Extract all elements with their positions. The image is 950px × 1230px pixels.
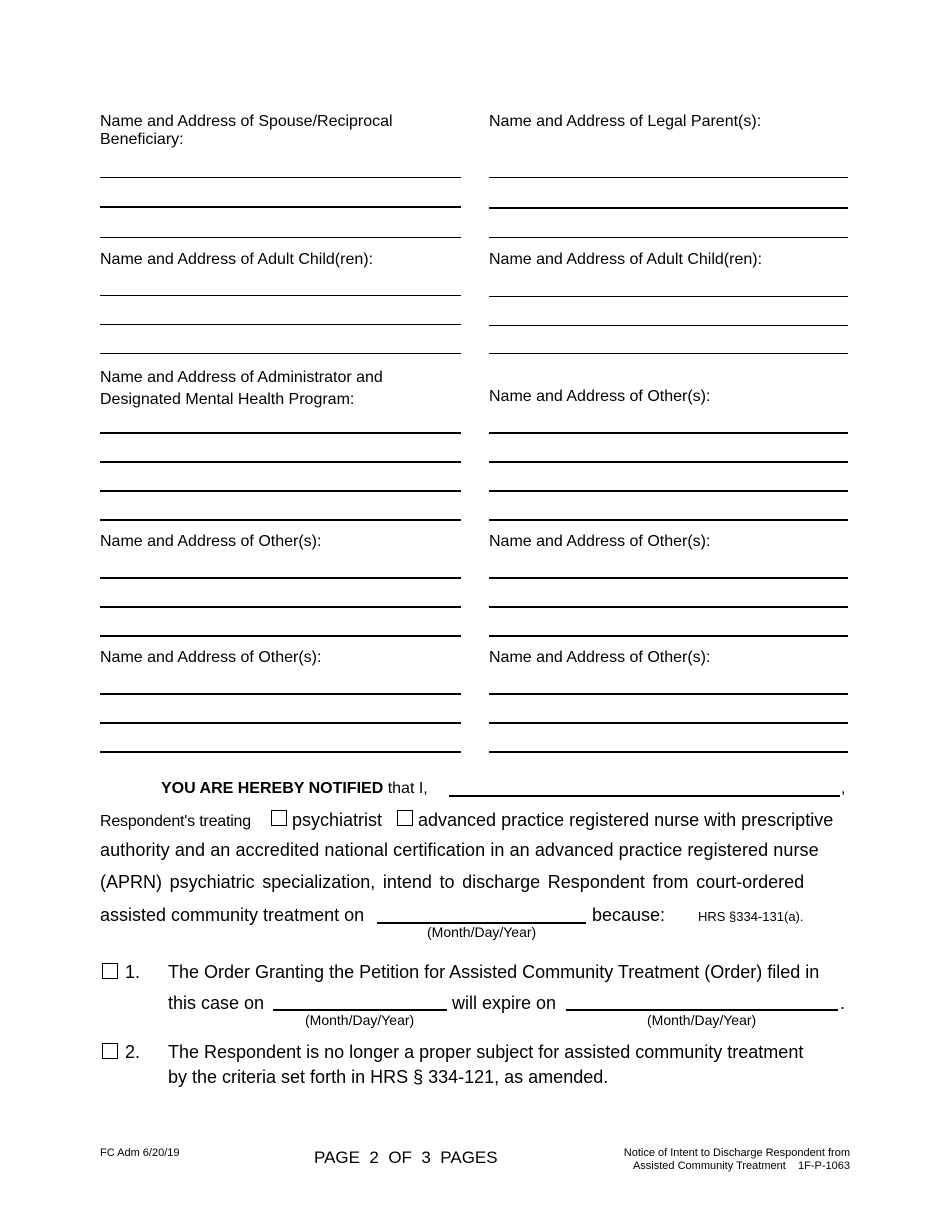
- administrator-line-2[interactable]: [100, 461, 461, 463]
- administrator-line-1[interactable]: [100, 432, 461, 434]
- right-adult-children-line-1[interactable]: [489, 296, 848, 297]
- will-expire-on-text: will expire on: [452, 993, 557, 1013]
- option-1-period: .: [840, 993, 846, 1013]
- order-expire-date-line[interactable]: [566, 1009, 838, 1011]
- psychiatrist-checkbox[interactable]: [271, 810, 287, 826]
- left-others-2-line-2[interactable]: [100, 722, 461, 724]
- left-adult-children-label: Name and Address of Adult Child(ren):: [100, 251, 374, 268]
- order-filed-date-line[interactable]: [273, 1009, 447, 1011]
- spouse-label-line1: Name and Address of Spouse/Reciprocal: [100, 113, 393, 130]
- option-2-checkbox[interactable]: [102, 1043, 118, 1059]
- administrator-label: [100, 367, 383, 411]
- left-others-1-line-3[interactable]: [100, 635, 461, 637]
- option-2-line1: The Respondent is no longer a proper subject for assisted community treatment: [168, 1042, 804, 1062]
- respondents-treating-text: Respondent's treating: [100, 813, 251, 830]
- option-1-number: 1.: [125, 962, 141, 982]
- right-adult-children-line-3[interactable]: [489, 353, 848, 354]
- right-others-1-line-3[interactable]: [489, 490, 848, 492]
- left-others-label-2: Name and Address of Other(s):: [100, 649, 322, 666]
- parents-address-line-3[interactable]: [489, 237, 848, 238]
- option-2-number: 2.: [125, 1042, 141, 1062]
- right-others-3-line-2[interactable]: [489, 722, 848, 724]
- spouse-address-line-2[interactable]: [100, 206, 461, 208]
- administrator-label-line2: Designated Mental Health Program:: [100, 391, 355, 408]
- because-text: because:: [592, 905, 666, 925]
- order-expire-date-caption: (Month/Day/Year): [647, 1012, 757, 1028]
- form-date: FC Adm 6/20/19: [100, 1147, 180, 1159]
- right-others-label-1: Name and Address of Other(s):: [489, 388, 711, 405]
- left-adult-children-line-2[interactable]: [100, 324, 461, 325]
- right-others-3-line-3[interactable]: [489, 751, 848, 753]
- right-others-3-line-1[interactable]: [489, 693, 848, 695]
- administrator-line-3[interactable]: [100, 490, 461, 492]
- form-title-line1: Notice of Intent to Discharge Respondent from: [623, 1147, 850, 1159]
- right-others-label-3: Name and Address of Other(s):: [489, 649, 711, 666]
- declarant-name-line[interactable]: [449, 795, 840, 797]
- right-others-2-line-3[interactable]: [489, 635, 848, 637]
- aprn-checkbox[interactable]: [397, 810, 413, 826]
- administrator-line-4[interactable]: [100, 519, 461, 521]
- left-others-1-line-1[interactable]: [100, 577, 461, 579]
- discharge-date-caption: (Month/Day/Year): [427, 924, 537, 940]
- aprn-text-line1: advanced practice registered nurse with prescriptive: [418, 810, 834, 830]
- notice-that-i: that I,: [387, 780, 428, 797]
- notice-lead: [161, 780, 428, 798]
- right-others-1-line-2[interactable]: [489, 461, 848, 463]
- notice-line-2: authority and an accredited national certification in an advanced practice registered nurse: [100, 840, 819, 860]
- notice-line-1: [100, 810, 251, 831]
- spouse-address-line-1[interactable]: [100, 177, 461, 178]
- psychiatrist-text: psychiatrist: [292, 810, 383, 830]
- right-adult-children-label: Name and Address of Adult Child(ren):: [489, 251, 763, 268]
- left-adult-children-line-1[interactable]: [100, 295, 461, 296]
- right-others-2-line-2[interactable]: [489, 606, 848, 608]
- option-2-line2: by the criteria set forth in HRS § 334-121, as amended.: [168, 1067, 609, 1087]
- form-title-line2: Assisted Community Treatment 1F-P-1063: [632, 1160, 850, 1172]
- left-others-label-1: Name and Address of Other(s):: [100, 533, 322, 550]
- option-1-checkbox[interactable]: [102, 963, 118, 979]
- spouse-label-line2: Beneficiary:: [100, 131, 184, 148]
- form-title: [624, 1147, 850, 1173]
- left-adult-children-line-3[interactable]: [100, 353, 461, 354]
- notice-line-3: (APRN) psychiatric specialization, intend to discharge Respondent from court-ordered: [100, 872, 805, 892]
- option-1-line2-start: this case on: [168, 993, 265, 1013]
- order-filed-date-caption: (Month/Day/Year): [305, 1012, 415, 1028]
- right-others-1-line-4[interactable]: [489, 519, 848, 521]
- page-indicator: PAGE 2 OF 3 PAGES: [314, 1148, 498, 1167]
- legal-parents-label: Name and Address of Legal Parent(s):: [489, 113, 762, 130]
- left-others-1-line-2[interactable]: [100, 606, 461, 608]
- right-others-1-line-1[interactable]: [489, 432, 848, 434]
- parents-address-line-1[interactable]: [489, 177, 848, 178]
- spouse-label: [100, 113, 393, 149]
- left-others-2-line-3[interactable]: [100, 751, 461, 753]
- administrator-label-line1: Name and Address of Administrator and: [100, 369, 383, 386]
- right-others-2-line-1[interactable]: [489, 577, 848, 579]
- statute-reference: HRS §334-131(a).: [698, 909, 804, 924]
- notice-bold-lead: YOU ARE HEREBY NOTIFIED: [161, 780, 384, 797]
- spouse-address-line-3[interactable]: [100, 237, 461, 238]
- right-others-label-2: Name and Address of Other(s):: [489, 533, 711, 550]
- parents-address-line-2[interactable]: [489, 207, 848, 209]
- notice-line-4-start: assisted community treatment on: [100, 905, 365, 925]
- right-adult-children-line-2[interactable]: [489, 325, 848, 326]
- option-1-line1: The Order Granting the Petition for Assisted Community Treatment (Order) filed in: [168, 962, 820, 982]
- notice-comma: ,: [841, 780, 846, 797]
- left-others-2-line-1[interactable]: [100, 693, 461, 695]
